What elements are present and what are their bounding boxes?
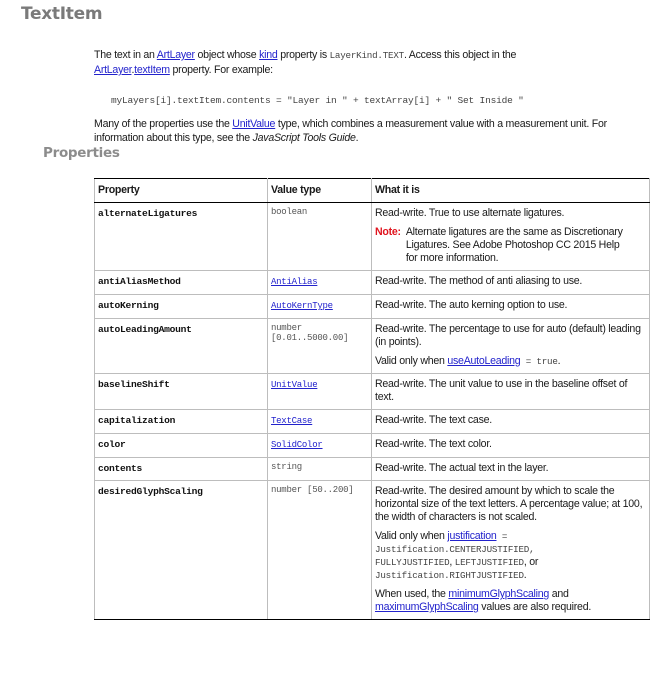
header-value-type: Value type — [268, 179, 372, 203]
table-row — [95, 203, 650, 271]
table-row — [95, 458, 650, 481]
description: Read-write. The text color. — [372, 434, 650, 458]
validity-note — [375, 355, 647, 368]
properties-table — [94, 178, 650, 620]
note — [375, 226, 647, 265]
validity-text: Valid only when — [375, 355, 448, 367]
validity-note — [375, 530, 647, 582]
section-title: Properties — [43, 145, 120, 161]
value-type: boolean — [271, 207, 308, 217]
validity-text: , or — [523, 556, 539, 568]
page-title: TextItem — [21, 4, 103, 24]
value-type-link[interactable]: SolidColor — [271, 440, 323, 450]
table-row — [95, 481, 650, 620]
value-type: string — [271, 462, 302, 472]
intro-text: The text in an — [94, 49, 157, 61]
table-row — [95, 374, 650, 410]
para-text: Many of the properties use the — [94, 118, 233, 130]
validity-text: Valid only when — [375, 530, 448, 542]
property-name: autoLeadingAmount — [98, 324, 192, 335]
description: Read-write. True to use alternate ligatures. — [375, 207, 565, 219]
unitvalue-link[interactable]: UnitValue — [232, 118, 276, 130]
description: Read-write. The desired amount by which to scale the horizontal size of the text letters. A percentage value; at 100, the width of characters is not scaled. — [375, 485, 643, 523]
property-name: baselineShift — [98, 379, 170, 390]
value-type-link[interactable]: AutoKernType — [271, 301, 333, 311]
table-row — [95, 434, 650, 458]
table-row — [95, 271, 650, 295]
textitem-link[interactable]: textItem — [134, 64, 170, 76]
kind-link[interactable]: kind — [259, 49, 278, 61]
intro-text: . Access this object in the — [404, 49, 517, 61]
description: Read-write. The text case. — [372, 410, 650, 434]
code-example: myLayers[i].textItem.contents = "Layer in " + textArray[i] + " Set Inside " — [111, 95, 524, 106]
property-name: desiredGlyphScaling — [98, 486, 203, 497]
usage-text: When used, the — [375, 588, 449, 600]
note-label: Note: — [375, 226, 401, 238]
header-what-it-is: What it is — [372, 179, 650, 203]
validity-code: FULLYJUSTIFIED — [375, 557, 450, 568]
intro-text: . — [131, 64, 135, 76]
description: Read-write. The method of anti aliasing to use. — [372, 271, 650, 295]
description: Read-write. The auto kerning option to use. — [372, 295, 650, 319]
validity-code: = true — [520, 356, 558, 367]
value-type-link[interactable]: TextCase — [271, 416, 313, 426]
validity-code: Justification.RIGHTJUSTIFIED — [375, 570, 524, 581]
note-text: Alternate ligatures are the same as Discretionary Ligatures. See Adobe Photoshop CC 2015 Help for more information. — [405, 226, 623, 264]
para-text: . — [355, 132, 359, 144]
intro-paragraph — [94, 48, 654, 77]
property-name: color — [98, 439, 126, 450]
value-type-link[interactable]: AntiAlias — [271, 277, 318, 287]
usage-note — [375, 588, 647, 614]
guide-title: JavaScript Tools Guide — [252, 132, 356, 144]
description: Read-write. The percentage to use for auto (default) leading (in points). — [375, 323, 641, 348]
usage-text: and — [549, 588, 569, 600]
description: Read-write. The unit value to use in the baseline offset of text. — [372, 374, 650, 410]
table-row — [95, 319, 650, 374]
header-property: Property — [95, 179, 268, 203]
layerkind-code: LayerKind.TEXT — [329, 50, 404, 61]
value-type: number — [271, 323, 302, 333]
property-name: contents — [98, 463, 143, 474]
table-row — [95, 295, 650, 319]
minimumglyphscaling-link[interactable]: minimumGlyphScaling — [448, 588, 550, 600]
para-text: type, which combines a measurement value with a measurement unit. For information about this type, see the — [94, 118, 607, 144]
validity-code: LEFTJUSTIFIED — [454, 557, 524, 568]
description: Read-write. The actual text in the layer. — [372, 458, 650, 481]
validity-text: . — [557, 355, 561, 367]
useautoleading-link[interactable]: useAutoLeading — [447, 355, 521, 367]
maximumglyphscaling-link[interactable]: maximumGlyphScaling — [375, 601, 479, 613]
artlayer-link[interactable]: ArtLayer — [156, 49, 195, 61]
unitvalue-paragraph — [94, 117, 654, 145]
intro-text: object whose — [194, 49, 260, 61]
validity-code: = Justification.CENTERJUSTIFIED, — [375, 531, 535, 555]
validity-text: , — [449, 556, 455, 568]
table-row — [95, 410, 650, 434]
validity-text: . — [523, 569, 527, 581]
artlayer-link-2[interactable]: ArtLayer — [94, 64, 132, 76]
usage-text: values are also required. — [478, 601, 592, 613]
intro-text: property. For example: — [169, 64, 273, 76]
property-name: autoKerning — [98, 300, 159, 311]
table-header-row — [95, 179, 650, 203]
value-type-link[interactable]: UnitValue — [271, 380, 318, 390]
property-name: capitalization — [98, 415, 176, 426]
intro-text: property is — [277, 49, 330, 61]
property-name: alternateLigatures — [98, 208, 198, 219]
property-name: antiAliasMethod — [98, 276, 181, 287]
justification-link[interactable]: justification — [447, 530, 497, 542]
value-type: number [50..200] — [271, 485, 354, 495]
value-type-range: [0.01..5000.00] — [271, 333, 349, 343]
